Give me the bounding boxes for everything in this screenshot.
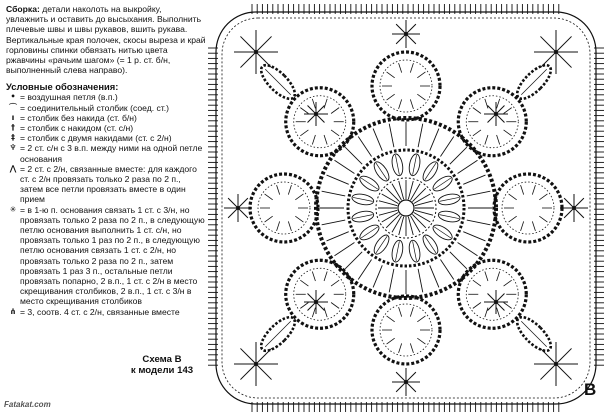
arch-stitch <box>473 108 481 114</box>
star-ray <box>256 364 272 380</box>
star-ray <box>240 364 256 380</box>
center-outer-stitch <box>322 191 346 196</box>
cluster-stem <box>413 155 417 175</box>
star-ray <box>406 372 416 382</box>
center-cluster <box>371 233 392 257</box>
arch-stitch <box>331 280 339 286</box>
star-center <box>554 50 558 54</box>
center-outer-stitch <box>430 265 439 287</box>
center-cluster <box>420 233 441 257</box>
arch-stitch <box>387 316 395 322</box>
double-crochet-icon: † <box>11 123 15 133</box>
center-outer-stitch <box>463 175 485 184</box>
arch-stitch <box>331 302 339 308</box>
center-outer-stitch <box>345 252 362 269</box>
arch-stitch <box>324 135 327 145</box>
center-outer-stitch <box>418 124 423 148</box>
center-outer-stitch <box>440 136 453 156</box>
cluster-icon: ♆ <box>9 143 17 153</box>
center-outer-stitch <box>440 260 453 280</box>
legend-item <box>6 307 206 317</box>
star-ray <box>406 34 416 44</box>
arch-stitch <box>417 338 425 344</box>
diagram-caption <box>112 354 212 376</box>
center-outer-stitch <box>358 260 371 280</box>
star-stitch-icon: ✳ <box>9 204 17 214</box>
chart-corner-stars <box>224 20 588 396</box>
center-cluster <box>431 173 455 194</box>
cluster-stem <box>439 197 459 201</box>
arch-stitch <box>410 99 413 109</box>
center-outer-stitch <box>327 175 349 184</box>
star-center <box>404 380 408 384</box>
center-stitch <box>386 188 399 201</box>
center-cluster <box>408 153 422 177</box>
center-outer-stitch <box>430 129 439 151</box>
arch-stitch <box>497 308 500 318</box>
star-ray <box>396 382 406 392</box>
arch-stitch <box>539 194 547 200</box>
star-ray <box>240 348 256 364</box>
center-cluster <box>390 239 404 263</box>
instructions-column <box>6 4 206 317</box>
center-stitch <box>412 214 425 227</box>
arch-stitch <box>417 316 425 322</box>
center-outer-stitch <box>458 160 478 173</box>
star-ray <box>228 208 238 218</box>
arch-stitch <box>410 63 413 73</box>
center-cluster <box>351 192 375 206</box>
legend-title: Условные обозначения: <box>6 81 119 93</box>
star-ray <box>564 208 574 218</box>
star-center <box>314 300 318 304</box>
arch-stitch <box>410 307 413 317</box>
legend-item <box>6 113 206 123</box>
assembly-paragraph <box>6 4 206 75</box>
center-outer-stitch <box>322 220 346 225</box>
star-ray <box>564 198 574 208</box>
arch-stitch <box>485 135 488 145</box>
arch-stitch <box>504 280 512 286</box>
arch-stitch <box>410 343 413 353</box>
leaf-vein <box>521 321 546 346</box>
star-ray <box>396 24 406 34</box>
arch-stitch <box>417 72 425 78</box>
arch-stitch <box>277 185 280 195</box>
cluster-stem <box>425 236 436 253</box>
crochet-chart <box>208 4 604 412</box>
arch-stitch <box>300 130 308 136</box>
center-cluster <box>437 210 461 224</box>
joined-stitch-icon: ⋀ <box>9 163 17 173</box>
legend-text: = 3, соотв. 4 ст. с 2/н, связанные вместе <box>20 306 180 317</box>
star-ray <box>540 36 556 52</box>
leaf-vein <box>265 321 290 346</box>
star-ray <box>396 34 406 44</box>
frame-chain-row <box>222 18 590 398</box>
center-outer-stitch <box>345 147 362 164</box>
chart-frame <box>216 12 596 404</box>
center-outer-stitch <box>389 124 394 148</box>
legend-text: = воздушная петля (в.п.) <box>20 92 118 103</box>
star-ray <box>540 364 556 380</box>
arch-stitch <box>295 216 303 222</box>
assembly-text: детали наколоть на выкройку, увлажнить и оставить до высыхания. Выполнить плечевые швы и швы рукавов, вшить рукава. Вертикальные края полочек, скосы выреза и край горловины спинки обвязать нитью цвета ржавчины «рачьим шагом» (= 1 р. ст. б/н, выполненный слева направо). <box>6 4 206 76</box>
arch-stitch <box>300 280 308 286</box>
arch-stitch <box>399 343 402 353</box>
arch-stitch <box>387 338 395 344</box>
picot-icon: ⋔ <box>9 306 17 316</box>
cluster-stem <box>361 178 378 189</box>
legend-item <box>6 92 206 102</box>
legend-item <box>6 205 206 307</box>
arch-stitch <box>265 216 273 222</box>
center-stitch <box>386 214 399 227</box>
center-outer-stitch <box>463 232 485 241</box>
frame-outline <box>216 12 596 404</box>
legend-text: = столбик без накида (ст. б/н) <box>20 112 137 123</box>
arch-stitch <box>387 94 395 100</box>
arch-stitch <box>331 130 339 136</box>
arch-stitch <box>504 130 512 136</box>
star-ray <box>238 208 248 218</box>
cluster-stem <box>434 178 451 189</box>
star-ray <box>240 36 256 52</box>
cluster-stem <box>353 197 373 201</box>
arch-stitch <box>312 135 315 145</box>
arch-stitch <box>399 99 402 109</box>
center-outer-stitch <box>358 136 371 156</box>
arch-stitch <box>312 308 315 318</box>
star-center <box>236 206 240 210</box>
star-center <box>554 362 558 366</box>
arch-stitch <box>417 94 425 100</box>
arch-stitch <box>497 271 500 281</box>
arch-stitch <box>485 308 488 318</box>
arch-stitch <box>324 271 327 281</box>
arch-stitch <box>497 135 500 145</box>
arch-stitch <box>485 99 488 109</box>
center-outer-stitch <box>334 242 354 255</box>
arch-stitch <box>532 185 535 195</box>
arch-stitch <box>399 307 402 317</box>
arch-stitch <box>521 185 524 195</box>
single-crochet-icon: ı <box>11 112 15 122</box>
cluster-stem <box>439 215 459 219</box>
star-ray <box>240 52 256 68</box>
star-center <box>314 112 318 116</box>
arch-stitch <box>300 302 308 308</box>
chart-arches <box>250 52 562 364</box>
center-outer-stitch <box>450 147 467 164</box>
center-stitch <box>412 188 425 201</box>
legend-text: = соединительный столбик (соед. ст.) <box>20 102 170 113</box>
center-outer-stitch <box>458 242 478 255</box>
arch-stitch <box>387 72 395 78</box>
star-ray <box>406 24 416 34</box>
star-center <box>494 112 498 116</box>
arch-stitch <box>504 108 512 114</box>
star-center <box>494 300 498 304</box>
arch-stitch <box>288 221 291 231</box>
leaf-vein <box>265 69 290 94</box>
center-cluster <box>390 153 404 177</box>
star-center <box>572 206 576 210</box>
caption-scheme: Схема В <box>142 354 182 365</box>
center-outer-stitch <box>467 191 491 196</box>
cluster-stem <box>395 241 399 261</box>
center-outer-stitch <box>389 269 394 293</box>
arch-stitch <box>331 108 339 114</box>
leaf-motif <box>256 60 300 104</box>
star-ray <box>556 364 572 380</box>
star-center <box>404 32 408 36</box>
arch-stitch <box>399 63 402 73</box>
cluster-stem <box>376 163 387 180</box>
arch-stitch <box>324 99 327 109</box>
caption-model: к модели 143 <box>130 365 194 376</box>
arch-stitch <box>504 302 512 308</box>
legend-item <box>6 133 206 143</box>
center-cluster <box>351 210 375 224</box>
center-cluster <box>408 239 422 263</box>
legend-text: = в 1-ю п. основания связать 1 ст. с 3/н, но провязать только 2 раза по 2 п., в следующую петлю основания выполнить 1 ст. с/н, но провязать только 1 раз по 2 п., в следующую петлю основания связать 1 ст. с 2/н, но провязать только 2 раза по 2 п., затем провязать 1 раз 3 п., остальные петли провязать попарно, 2 в.п., 1 ст. с 2/н в место скрещивания столбиков, 2 в.п., 1 ст. с 3/н в место скрещивания столбиков <box>20 204 205 307</box>
center-outer-stitch <box>373 129 382 151</box>
cluster-stem <box>353 215 373 219</box>
star-ray <box>556 348 572 364</box>
star-ray <box>574 198 584 208</box>
center-outer-stitch <box>450 252 467 269</box>
center-cluster <box>431 222 455 243</box>
legend-list <box>6 92 206 316</box>
arch-stitch <box>509 194 517 200</box>
arch-stitch <box>532 221 535 231</box>
cluster-stem <box>425 163 436 180</box>
legend-item <box>6 164 206 205</box>
cluster-stem <box>434 227 451 238</box>
arch-stitch <box>539 216 547 222</box>
arch-stitch <box>300 108 308 114</box>
arch-stitch <box>288 185 291 195</box>
arch-stitch <box>473 130 481 136</box>
arch-stitch <box>485 271 488 281</box>
star-ray <box>396 372 406 382</box>
leaf-motif <box>256 312 300 356</box>
center-outer-stitch <box>373 265 382 287</box>
leaf-motif <box>512 60 556 104</box>
arch-stitch <box>473 280 481 286</box>
legend-text: = столбик с накидом (ст. с/н) <box>20 123 134 134</box>
center-outer-stitch <box>327 232 349 241</box>
arch-stitch <box>265 194 273 200</box>
center-ring <box>398 200 414 216</box>
legend-item <box>6 123 206 133</box>
arch-stitch <box>473 302 481 308</box>
arch-stitch <box>324 308 327 318</box>
arch-stitch <box>312 271 315 281</box>
cluster-stem <box>361 227 378 238</box>
arch-stitch <box>521 221 524 231</box>
arch-stitch <box>509 216 517 222</box>
star-ray <box>228 198 238 208</box>
center-cluster <box>357 222 381 243</box>
diagram-letter: B <box>584 380 597 399</box>
cluster-stem <box>413 241 417 261</box>
slip-stitch-icon: ⌒ <box>9 102 17 112</box>
arch-stitch <box>497 99 500 109</box>
center-outer-stitch <box>418 269 423 293</box>
center-cluster <box>357 173 381 194</box>
star-ray <box>256 36 272 52</box>
center-outer-stitch <box>467 220 491 225</box>
arch-stitch <box>295 194 303 200</box>
treble-crochet-icon: ‡ <box>11 133 15 143</box>
star-ray <box>238 198 248 208</box>
leaf-motif <box>512 312 556 356</box>
legend-item <box>6 143 206 163</box>
star-ray <box>406 382 416 392</box>
legend-item <box>6 103 206 113</box>
watermark: Fatakat.com <box>4 400 51 409</box>
leaf-vein <box>521 69 546 94</box>
star-ray <box>556 36 572 52</box>
star-center <box>254 362 258 366</box>
star-ray <box>556 52 572 68</box>
arch-stitch <box>312 99 315 109</box>
center-cluster <box>437 192 461 206</box>
cluster-stem <box>376 236 387 253</box>
cluster-stem <box>395 155 399 175</box>
center-outer-stitch <box>334 160 354 173</box>
legend-text: = 2 ст. с/н с 3 в.п. между ними на одной петле основания <box>20 143 203 164</box>
legend-text: = 2 ст. с 2/н, связанные вместе: для каждого ст. с 2/н провязать только 2 раза по 2 п., затем все петли провязать вместе в один прием <box>20 163 197 205</box>
center-mid-chain <box>348 150 464 266</box>
center-cluster <box>420 159 441 183</box>
star-ray <box>574 208 584 218</box>
assembly-heading: Сборка: <box>6 4 40 14</box>
center-cluster <box>371 159 392 183</box>
legend-text: = столбик с двумя накидами (ст. с 2/н) <box>20 133 172 144</box>
star-center <box>254 50 258 54</box>
arch-stitch <box>277 221 280 231</box>
chain-stitch-icon: • <box>10 92 16 102</box>
